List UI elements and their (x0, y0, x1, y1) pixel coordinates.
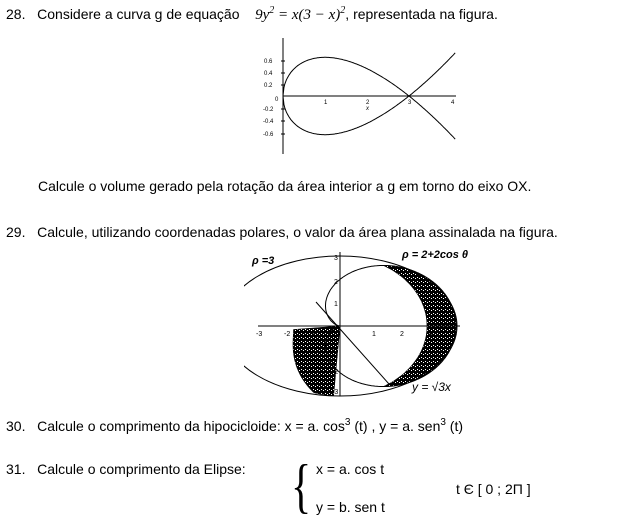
y-tick: -2 (332, 369, 339, 376)
y-tick: 1 (334, 301, 338, 308)
x-axis-letter: x (366, 106, 369, 112)
x-tick: 2 (400, 331, 404, 338)
problem-29 (6, 224, 558, 240)
x-tick: 1 (372, 331, 376, 338)
problem-number: 31. (6, 461, 26, 477)
system-brace: { (291, 453, 312, 519)
ellipse-eq-x: x = a. cos t (316, 461, 385, 477)
y-tick: -0.2 (263, 107, 274, 113)
problem-number: 30. (6, 418, 26, 434)
x-tick: -1 (312, 331, 319, 338)
x-tick: 4 (451, 100, 455, 106)
y-tick: 2 (334, 279, 338, 286)
problem-number: 29. (6, 224, 26, 240)
curve-lower (283, 53, 455, 135)
x-tick: 4 (453, 331, 457, 338)
y-tick: 0.6 (264, 59, 273, 65)
y-tick: 0.4 (264, 71, 273, 77)
y-tick: -0.6 (263, 132, 274, 138)
x-tick: 2 (366, 100, 370, 106)
problem-28 (6, 6, 498, 24)
ellipse-eq-y: y = b. sen t (316, 499, 385, 515)
x-tick: -3 (256, 331, 263, 338)
x-tick: 1 (324, 100, 328, 106)
problem-number: 28. (6, 6, 26, 22)
label-cardioid: ρ = 2+2cos θ (402, 249, 468, 261)
y-tick: 3 (334, 255, 338, 262)
y-tick: 0 (275, 97, 279, 103)
problem-text: Considere a curva g de equação (37, 6, 240, 22)
problem-text: Calcule o comprimento da Elipse: (37, 461, 246, 477)
x-tick: 3 (408, 100, 412, 106)
problem-text: Calcule o comprimento da hipocicloide: x = a. cos (37, 418, 345, 434)
equation: $9y^2 = x(3 - x)^2$ (255, 5, 346, 23)
label-line: y = √3x (412, 380, 451, 394)
y-tick: 0.2 (264, 83, 273, 89)
figure-polar-area (244, 244, 484, 400)
figure-curve-g (262, 34, 462, 158)
y-tick: -0.4 (263, 119, 274, 125)
problem-text: Calcule, utilizando coordenadas polares, o valor da área plana assinalada na figura. (37, 224, 558, 240)
y-tick: -3 (332, 389, 339, 396)
problem-30: 30. Calcule o comprimento da hipocicloide: x = a. $\cos^3 (t)$ , y = a. sen$^3$ (t) (6, 417, 464, 434)
label-circle: ρ =3 (252, 255, 275, 267)
x-tick: -2 (284, 331, 291, 338)
problem-28-question: Calcule o volume gerado pela rotação da área interior a g em torno do eixo OX. (38, 178, 532, 194)
x-tick: 3 (428, 331, 432, 338)
y-tick: -1 (332, 347, 339, 354)
parameter-domain: t Є [ 0 ; 2Π ] (456, 481, 531, 497)
curve-upper (283, 57, 455, 139)
problem-31 (6, 461, 246, 477)
problem-text-end: , representada na figura. (345, 6, 498, 22)
